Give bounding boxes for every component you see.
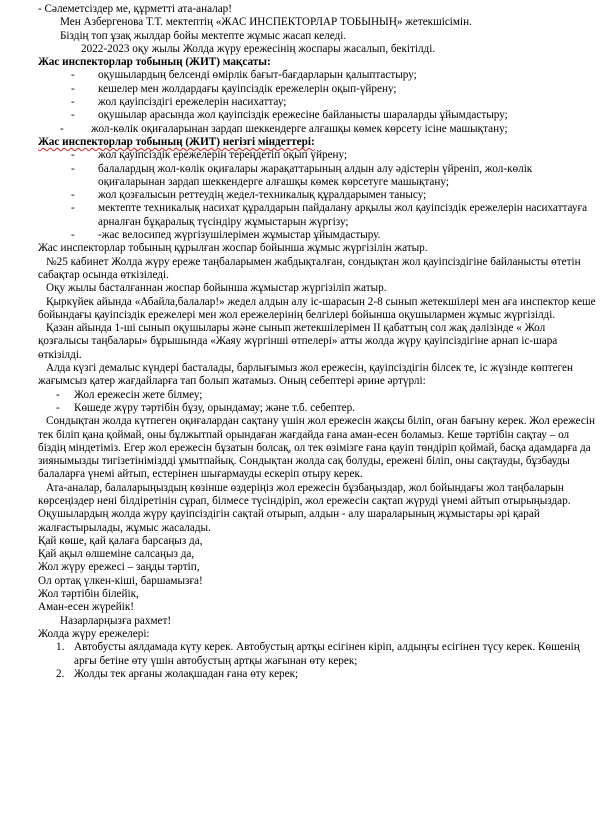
paragraph-safety: Сондықтан жолда күтпеген оқиғалардан сақтану үшін жол ережесін жақсы біліп, оған бағыну керек. Жол ережесін тек біліп қана қоймай, оны бұлжытпай орындаған жағдайда ғана аман-есен боламыз. Кеше тәртібін сақтау – ол біздің міндетіміз. Егер жол ережесін бұзатын болсақ, ол тек өзімізге ғана қауіп төндіріп қоймай, басқа адамдарға да зиянымызды тигізетініміздді ұмытпайық. Сондықтан жолда сақ болуды, ережені біліп, оны сақтауды, бұзбауды балаларға үнемі айтып, естерінен шығармауды ескеріп отыру керек. (38, 415, 595, 481)
goal-item: - оқушылар арасында жол қауіпсіздік ережесіне байланысты шараларды ұйымдастыру; (38, 109, 597, 122)
poem-line: Аман-есен жүрейік! (38, 601, 134, 614)
paragraph-schoolyear: Оқу жылы басталғаннан жоспар бойынша жұмыстар жүргізіліп жатыр. (46, 282, 387, 295)
reason-item: - Жол ережесін жете білмеу; (38, 389, 597, 402)
rule-item (38, 668, 597, 681)
rules-list (38, 641, 597, 681)
goal-item: - жол-көлік оқиғаларынан зардап шеккендерге алғашқы көмек көрсету ісіне машықтану; (38, 123, 597, 136)
paragraph-october: Қазан айында 1-ші сынып оқушылары және сынып жетекшілерімен ІІ қабаттың сол жақ дәлізінде « Жол қозғалысы таңбалары» бұрышында «Жаяу жүргінші өтпелері» атты жолда жүру қауіпсіздігіне арнап іс-шара өткізілді. (38, 322, 558, 361)
goals-list (38, 69, 597, 135)
goals-heading: Жас инспекторлар тобының (ЖИТ) мақсаты: (38, 56, 271, 69)
task-item: - жол қауіпсіздік ережелерін тереңдетіп оқып үйрену; (38, 149, 597, 162)
paragraph-cabinet: №25 кабинет Жолда жүру ереже таңбаларымен жабдықталған, сондықтан жол қауіпсіздігіне байланысты өтетін сабақтар осында өткізіледі. (38, 255, 581, 281)
poem-line: Жол жүру ережесі – заңды тәртіп, (38, 561, 200, 574)
paragraph-plan: Жас инспекторлар тобының құрылған жоспар бойынша жұмыс жүргізілін жатыр. (38, 242, 428, 255)
task-item: - мектепте техникалық насихат құралдарын пайдалану арқылы жол қауіпсіздік ережелерін насихаттауға арналған бұқаралық түсіндіру жұмыстарын жүргізу; (38, 202, 597, 229)
rules-heading: Жолда жүру ережелері: (38, 627, 150, 640)
intro-line-1: Мен Азбергенова Т.Т. мектептің «ЖАС ИНСПЕКТОРЛАР ТОБЫНЫҢ» жетекшісімін. (60, 16, 472, 29)
poem (38, 535, 597, 615)
goal-item: - кешелер мен жолдардағы қауіпсіздік ережелерін оқып-үйрену; (38, 83, 597, 96)
intro-line-3: 2022-2023 оқу жылы Жолда жүру ережесінің жоспары жасалып, бекітілді. (81, 42, 436, 55)
greeting: - Сәлеметсіздер ме, құрметті ата-аналар! (38, 3, 233, 15)
rule-number: 2. (56, 667, 65, 680)
rule-text: Автобусты аялдамада күту керек. Автобустың артқы есігінен кіріп, алдыңғы есігінен түсу керек. Көшенің арғы бетіне өту үшін автобустың артқы жағынан өту керек; (74, 641, 580, 667)
paragraph-parents: Ата-аналар, балаларыңыздың көзінше өздеріңіз жол ережесін бұзбаңыздар, жол бойындағы жол таңбаларын көрсеңіздер нені білдіретінін сұрап, білмесе түсіндіріп, жол ережесін сақтап жүруді үнемі айтып отырыңыздар. (38, 481, 571, 507)
poem-line: Қай көше, қай қалаға барсаңыз да, (38, 534, 203, 547)
poem-line: Ол ортақ үлкен-кіші, баршамызға! (38, 574, 203, 587)
reason-item: - Көшеде жүру тәртібін бұзу, орындамау; және т.б. себептер. (38, 402, 597, 415)
tasks-heading: Жас инспекторлар тобының (ЖИТ) негізгі міндеттері: (38, 135, 315, 148)
thanks-line: Назарларңызға рахмет! (60, 614, 172, 627)
goal-item: - оқушылардың белсенді өмірлік бағыт-бағдарларын қалыптастыру; (38, 69, 597, 82)
task-item: - балалардың жол-көлік оқиғалары жарақаттарының алдын алу әдістерін үйреніп, жол-көлік оқиғаларынан зардап шеккендерге алғашқы көмек көрсетуге машықтану; (38, 163, 597, 190)
goal-item: - жол қауіпсіздігі ережелерін насихаттау; (38, 96, 597, 109)
task-item: - -жас велосипед жүргізушілерімен жұмыстар ұйымдастыру. (38, 229, 597, 242)
intro-line-2: Біздің топ ұзақ жылдар бойы мектепте жұмыс жасап келеді. (60, 29, 347, 42)
rule-number: 1. (56, 641, 65, 654)
paragraph-september: Қыркүйек айында «Абайла,балалар!» жедел алдын алу іс-шарасын 2-8 сынып жетекшілері мен аға инспектор кеше бойындағы қауіпсіздік ережелері мен жол ережелерінің белгілері бойынша оқушылармен жұмыс жүргізілді. (38, 295, 596, 321)
paragraph-holidays: Алда күзгі демалыс күндері басталады, барлығымыз жол ережесін, қауіпсіздігін білсек те, іс жүзінде көптеген жағымсыз қатер жағдайларға тап болып жатамыз. Оның себептері әрине әртүрлі: (38, 362, 573, 388)
poem-line: Қай ақыл өлшеміне салсаңыз да, (38, 548, 195, 561)
poem-line: Жол тәртібін білейік, (38, 588, 139, 601)
task-item: - жол қозғалысын реттеудің жедел-техникалық құралдарымен танысу; (38, 189, 597, 202)
tasks-list (38, 149, 597, 242)
rule-text: Жолды тек арғаны жолақшадан ғана өту керек; (74, 667, 299, 680)
paragraph-continue: Оқушылардың жолда жүру қауіпсіздігін сақтай отырып, алдын - алу шараларының жұмыстары әрі қарай жалғастырылады, жұмыс жасалады. (38, 508, 540, 534)
reasons-list (38, 389, 597, 416)
rule-item (38, 641, 597, 668)
